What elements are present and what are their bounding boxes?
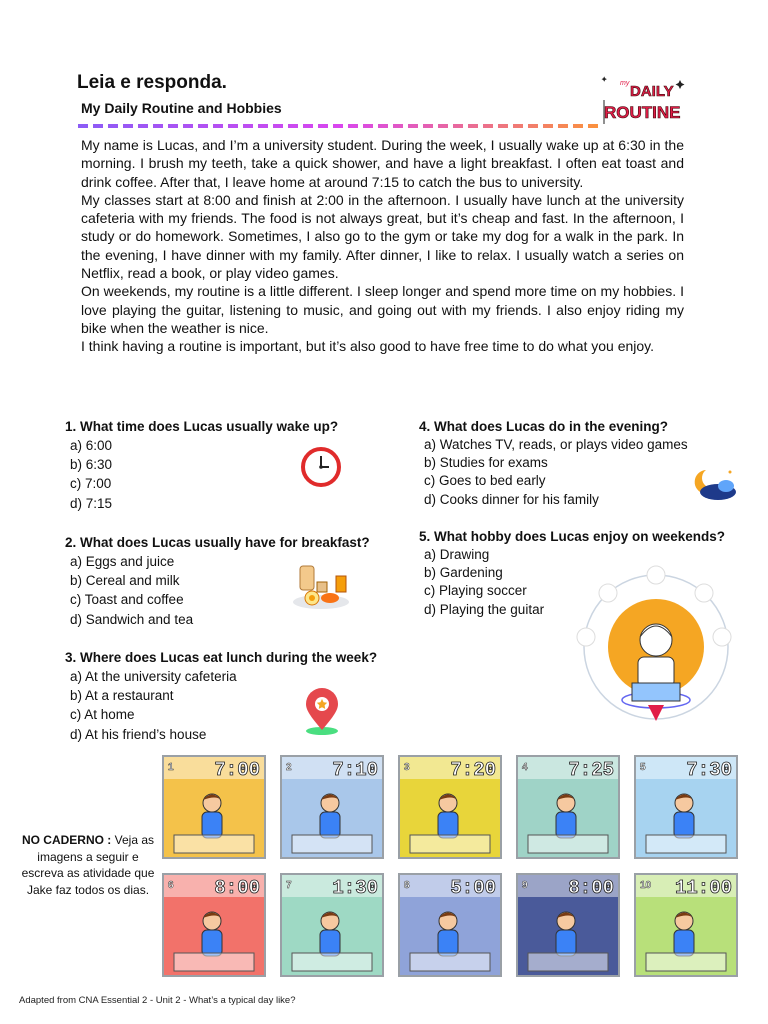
option: c) 7:00 (70, 476, 112, 492)
panel-time: 7:30 (686, 759, 732, 781)
logo-line2: ROUTINE (604, 103, 681, 122)
question-1 (65, 419, 338, 513)
option: c) Toast and coffee (70, 592, 184, 608)
comic-panel (634, 873, 738, 977)
paragraph: I think having a routine is important, but it’s also good to have free time to do what you enjoy. (81, 338, 655, 355)
logo-small-text: my (620, 80, 630, 87)
option: c) Playing soccer (424, 583, 527, 599)
paragraph: My name is Lucas, and I’m a university student. During the week, I usually wake up at 6:30 in the morning. I brush my teeth, take a quick shower, and have a light breakfast. I often eat toast and drink coffee. After that, I leave home at around 7:15 to catch the bus to university. (81, 137, 684, 190)
option: a) Watches TV, reads, or plays video games (424, 437, 688, 452)
option: d) Sandwich and tea (70, 611, 194, 627)
panel-time: 7:25 (568, 759, 614, 781)
question-text: 2. What does Lucas usually have for breakfast? (65, 535, 370, 550)
panel-time: 11:00 (674, 877, 732, 899)
panel-number: 2 (286, 762, 292, 773)
option: b) At a restaurant (70, 688, 174, 704)
comic-panel (516, 873, 620, 977)
question-4 (419, 419, 688, 509)
question-text: 3. Where does Lucas eat lunch during the week? (65, 650, 378, 665)
comic-panel (162, 873, 266, 977)
option: d) 7:15 (70, 495, 113, 511)
panel-number: 3 (404, 762, 410, 773)
reading-passage (81, 136, 684, 356)
panel-time: 7:20 (450, 759, 496, 781)
night-moon-icon (692, 466, 738, 504)
panel-number: 1 (168, 762, 174, 773)
panel-number: 7 (286, 880, 292, 891)
reading-subtitle: My Daily Routine and Hobbies (81, 100, 282, 116)
question-text: 4. What does Lucas do in the evening? (419, 419, 669, 434)
panel-number: 4 (522, 762, 528, 773)
footer-credit: Adapted from CNA Essential 2 - Unit 2 - What’s a typical day like? (19, 995, 296, 1006)
paragraph: My classes start at 8:00 and finish at 2:00 in the afternoon. I usually have lunch at the university cafeteria with my friends. The food is not always great, but it’s cheap and fast. In the afternoon, I study or do homework. Sometimes, I also go to the gym or take my dog for a walk in the park. In the evening, I have dinner with my family. After dinner, I like to relax. I usually watch a series on Netflix, read a book, or play video games. (81, 191, 684, 282)
daily-routine-logo (600, 72, 692, 128)
question-text: 5. What hobby does Lucas enjoy on weekends? (419, 529, 726, 544)
option: c) Goes to bed early (424, 473, 546, 489)
comic-panel (634, 755, 738, 859)
comic-panel (280, 755, 384, 859)
comic-panel (398, 873, 502, 977)
option: a) Eggs and juice (70, 554, 175, 569)
panel-time: 8:00 (214, 877, 260, 899)
panel-time: 8:00 (568, 877, 614, 899)
option: a) 6:00 (70, 438, 113, 453)
note-text: Veja as imagens a seguir e escreva as atividade que Jake faz todos os dias. (21, 833, 155, 897)
panel-time: 7:00 (214, 759, 260, 781)
panel-number: 10 (640, 880, 652, 891)
option: b) Studies for exams (424, 455, 548, 471)
page-title: Leia e responda. (77, 72, 227, 93)
option: c) At home (70, 707, 135, 723)
dashed-divider (78, 124, 600, 128)
option: b) Gardening (424, 565, 503, 581)
panel-number: 9 (522, 880, 528, 891)
option: d) At his friend’s house (70, 726, 207, 742)
comic-panel (398, 755, 502, 859)
clock-icon (300, 446, 342, 488)
panel-number: 5 (640, 762, 646, 773)
panel-number: 8 (404, 880, 410, 891)
option: d) Cooks dinner for his family (424, 491, 599, 507)
option: a) At the university cafeteria (70, 669, 237, 684)
panel-time: 1:30 (332, 877, 378, 899)
option: b) 6:30 (70, 457, 113, 473)
question-text: 1. What time does Lucas usually wake up? (65, 419, 339, 434)
routine-illustration (574, 565, 738, 730)
comic-panel (280, 873, 384, 977)
option: d) Playing the guitar (424, 601, 545, 617)
note-bold: NO CADERNO : (21, 833, 112, 847)
panel-number: 6 (168, 880, 174, 891)
logo-line1: DAILY (630, 83, 674, 100)
panel-time: 7:10 (332, 759, 378, 781)
instruction-note (18, 832, 158, 898)
breakfast-icon (290, 560, 352, 612)
option: a) Drawing (424, 547, 490, 562)
location-pin-icon (300, 688, 344, 738)
panel-time: 5:00 (450, 877, 496, 899)
paragraph: On weekends, my routine is a little different. I sleep longer and spend more time on my hobbies. I love playing the guitar, listening to music, and going out with my friends. I also enjoy riding my bike when the weather is nice. (81, 283, 684, 336)
comic-panel (516, 755, 620, 859)
comic-panel (162, 755, 266, 859)
option: b) Cereal and milk (70, 573, 180, 589)
